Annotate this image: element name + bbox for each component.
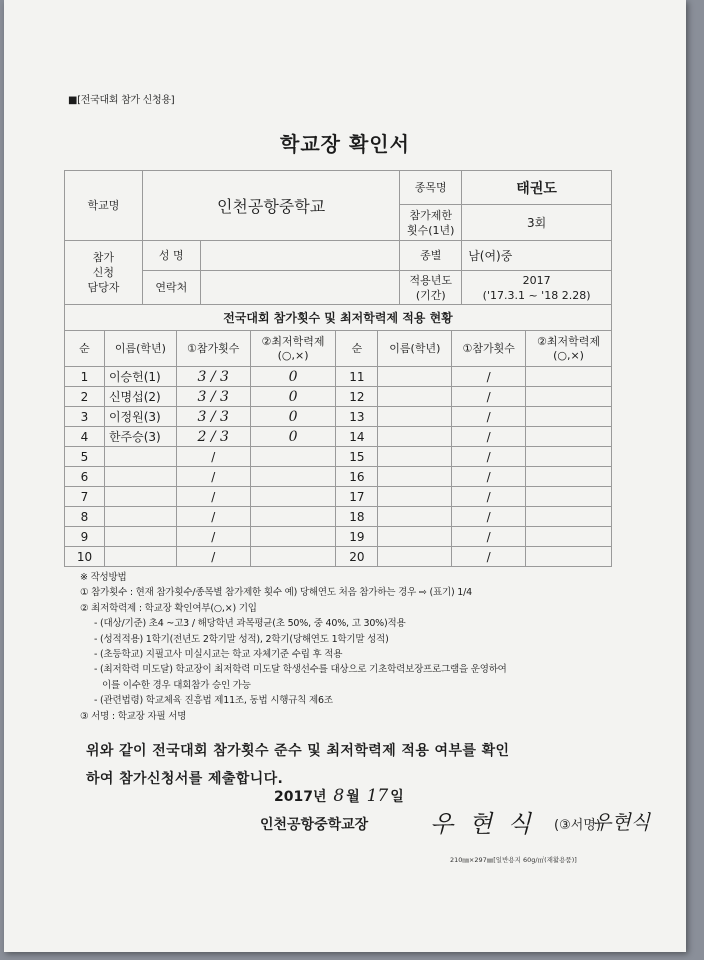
participation-count: / <box>452 407 526 427</box>
table-row <box>65 407 612 427</box>
instruction-line: - (대상/기준) 초4 ~고3 / 해당학년 과목평균(초 50%, 중 40%, 고 30%)적용 <box>94 618 406 630</box>
student-name <box>378 467 452 487</box>
date-month-handwritten: 8 <box>333 786 345 806</box>
column-header: ①참가횟수 <box>452 331 526 367</box>
participation-count: / <box>176 547 250 567</box>
gender-value: 남(여)중 <box>462 241 612 271</box>
row-number: 20 <box>336 547 378 567</box>
row-number: 1 <box>65 367 105 387</box>
column-header: 이름(학년) <box>378 331 452 367</box>
row-number: 10 <box>65 547 105 567</box>
student-name <box>378 427 452 447</box>
student-name <box>378 527 452 547</box>
instruction-line: ② 최저학력제 : 학교장 확인여부(○,×) 기입 <box>80 602 257 614</box>
participation-count: / <box>176 447 250 467</box>
row-number: 18 <box>336 507 378 527</box>
manager-name-label: 성 명 <box>142 241 200 271</box>
min-academic-check: 0 <box>250 407 336 427</box>
student-name <box>104 547 176 567</box>
instruction-line: - (관련법령) 학교체육 진흥법 제11조, 동법 시행규칙 제6조 <box>94 695 333 707</box>
min-academic-check <box>526 407 612 427</box>
date-day-handwritten: 17 <box>366 786 389 806</box>
year-value-cell <box>462 271 612 305</box>
signature-label: (③서명) <box>554 818 601 833</box>
min-academic-check <box>526 527 612 547</box>
participation-count: / <box>176 467 250 487</box>
min-academic-check <box>526 547 612 567</box>
writing-instructions <box>80 570 640 724</box>
student-name <box>104 507 176 527</box>
paper-spec-footer: 210㎜×297㎜[일반용지 60g/㎡(재활용품)] <box>450 856 577 864</box>
year-value: 2017 <box>522 273 551 287</box>
min-academic-check <box>526 487 612 507</box>
student-name <box>104 527 176 547</box>
statement-line: 하여 참가신청서를 제출합니다. <box>86 771 284 787</box>
column-header: 순 <box>336 331 378 367</box>
limit-label: 참가제한 횟수(1년) <box>400 205 462 241</box>
row-number: 3 <box>65 407 105 427</box>
min-academic-check <box>526 367 612 387</box>
gender-label: 종별 <box>400 241 462 271</box>
statement-line: 위와 같이 전국대회 참가횟수 준수 및 최저학력제 적용 여부를 확인 <box>86 743 510 759</box>
instruction-line: ※ 작성방법 <box>80 572 127 583</box>
table-row <box>65 387 612 407</box>
column-header: ①참가횟수 <box>176 331 250 367</box>
instruction-line: - (성적적용) 1학기(전년도 2학기말 성적), 2학기(당해연도 1학기말 성적) <box>94 633 389 645</box>
participation-count: / <box>176 487 250 507</box>
student-name <box>104 447 176 467</box>
participation-count: / <box>176 507 250 527</box>
participation-count: / <box>452 367 526 387</box>
student-name: 이정원(3) <box>104 407 176 427</box>
manager-label: 참가 신청 담당자 <box>65 241 143 305</box>
document-paper <box>4 0 686 952</box>
manager-contact-value <box>200 271 400 305</box>
participation-count: / <box>452 467 526 487</box>
school-label: 학교명 <box>65 171 143 241</box>
min-academic-check <box>250 547 336 567</box>
date-month-unit: 월 <box>346 789 360 805</box>
principal-handwritten-name: 우 현 식 <box>430 810 535 838</box>
info-table <box>64 170 612 305</box>
sport-value: 태권도 <box>462 171 612 205</box>
row-number: 15 <box>336 447 378 467</box>
row-number: 14 <box>336 427 378 447</box>
status-table <box>64 304 612 567</box>
instruction-line: - (초등학교) 지필고사 미실시교는 학교 자체기준 수립 후 적용 <box>94 649 343 661</box>
min-academic-check <box>526 467 612 487</box>
participation-count: / <box>452 507 526 527</box>
row-number: 11 <box>336 367 378 387</box>
student-name <box>378 547 452 567</box>
participation-count: / <box>452 387 526 407</box>
instruction-line: ① 참가횟수 : 현재 참가횟수/종목별 참가제한 횟수 예) 당해연도 처음 참가하는 경우 ⇨ (표기) 1/4 <box>80 587 472 599</box>
participation-count: 3 / 3 <box>176 407 250 427</box>
table-row <box>65 507 612 527</box>
row-number: 19 <box>336 527 378 547</box>
date-day-unit: 일 <box>390 789 404 805</box>
period-value: ('17.3.1 ~ '18 2.28) <box>482 288 591 302</box>
student-name <box>378 407 452 427</box>
document-title: 학교장 확인서 <box>280 132 410 156</box>
min-academic-check <box>250 527 336 547</box>
table-row <box>65 487 612 507</box>
year-label: 적용년도 (기간) <box>400 271 462 305</box>
row-number: 4 <box>65 427 105 447</box>
student-name <box>378 507 452 527</box>
row-number: 8 <box>65 507 105 527</box>
participation-count: / <box>176 527 250 547</box>
table-row <box>65 427 612 447</box>
student-name: 이승헌(1) <box>104 367 176 387</box>
student-name: 신명섭(2) <box>104 387 176 407</box>
min-academic-check <box>250 507 336 527</box>
student-name <box>378 487 452 507</box>
student-name: 한주승(3) <box>104 427 176 447</box>
school-name: 인천공항중학교 <box>142 171 399 241</box>
row-number: 17 <box>336 487 378 507</box>
table-row <box>65 367 612 387</box>
column-header: ②최저학력제 (○,×) <box>526 331 612 367</box>
min-academic-check: 0 <box>250 387 336 407</box>
row-number: 2 <box>65 387 105 407</box>
table-row <box>65 527 612 547</box>
min-academic-check <box>250 447 336 467</box>
participation-count: / <box>452 427 526 447</box>
column-header: 이름(학년) <box>104 331 176 367</box>
principal-signature: 우현식 <box>592 810 650 834</box>
min-academic-check: 0 <box>250 367 336 387</box>
min-academic-check: 0 <box>250 427 336 447</box>
manager-name-value <box>200 241 400 271</box>
min-academic-check <box>526 427 612 447</box>
row-number: 5 <box>65 447 105 467</box>
participation-count: / <box>452 487 526 507</box>
min-academic-check <box>250 487 336 507</box>
min-academic-check <box>250 467 336 487</box>
min-academic-check <box>526 507 612 527</box>
document-type-label: ■[전국대회 참가 신청용] <box>68 95 175 106</box>
participation-count: 3 / 3 <box>176 367 250 387</box>
date-year: 2017년 <box>274 789 327 805</box>
student-name <box>378 367 452 387</box>
participation-count: / <box>452 527 526 547</box>
instruction-line: 이를 이수한 경우 대회참가 승인 가능 <box>102 679 251 691</box>
min-academic-check <box>526 447 612 467</box>
min-academic-check <box>526 387 612 407</box>
student-name <box>104 487 176 507</box>
table-row <box>65 547 612 567</box>
table-row <box>65 467 612 487</box>
participation-count: / <box>452 447 526 467</box>
participation-count: 2 / 3 <box>176 427 250 447</box>
manager-contact-label: 연락처 <box>142 271 200 305</box>
column-header: 순 <box>65 331 105 367</box>
student-name <box>378 447 452 467</box>
limit-value: 3회 <box>462 205 612 241</box>
confirmation-statement <box>86 737 626 793</box>
row-number: 9 <box>65 527 105 547</box>
column-header: ②최저학력제 (○,×) <box>250 331 336 367</box>
student-name <box>104 467 176 487</box>
instruction-line: - (최저학력 미도달) 학교장이 최저학력 미도달 학생선수를 대상으로 기초학력보장프로그램을 운영하여 <box>94 664 507 676</box>
instruction-line: ③ 서명 : 학교장 자필 서명 <box>80 710 187 722</box>
participation-count: 3 / 3 <box>176 387 250 407</box>
row-number: 7 <box>65 487 105 507</box>
student-name <box>378 387 452 407</box>
row-number: 12 <box>336 387 378 407</box>
row-number: 16 <box>336 467 378 487</box>
row-number: 6 <box>65 467 105 487</box>
row-number: 13 <box>336 407 378 427</box>
principal-title: 인천공항중학교장 <box>260 817 369 833</box>
submission-date <box>274 786 404 806</box>
table-row <box>65 447 612 467</box>
sport-label: 종목명 <box>400 171 462 205</box>
status-table-caption: 전국대회 참가횟수 및 최저학력제 적용 현황 <box>65 305 612 331</box>
participation-count: / <box>452 547 526 567</box>
